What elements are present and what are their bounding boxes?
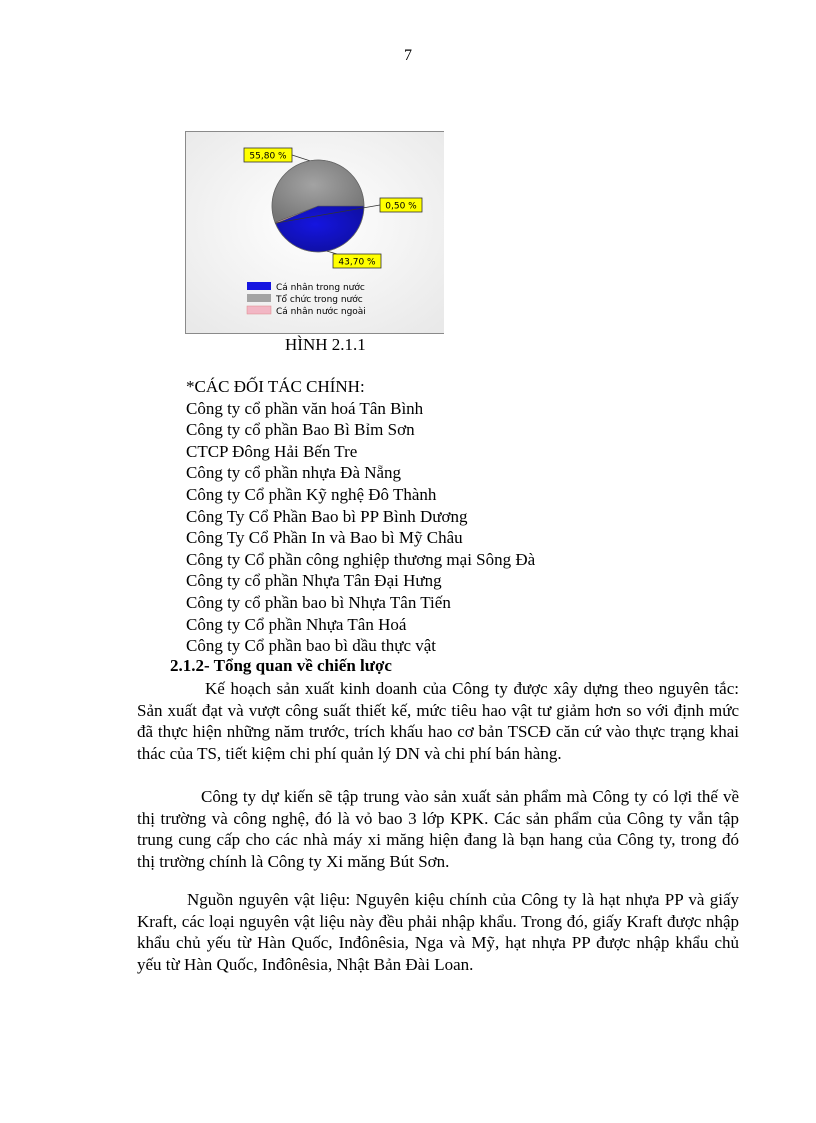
legend-swatch [247,294,271,302]
legend-swatch [247,282,271,290]
legend-label: Cá nhân nước ngoài [276,307,366,317]
partner-item: Công ty cổ phần bao bì Nhựa Tân Tiến [186,592,451,612]
data-label: 0,50 % [385,201,417,212]
pie-chart [185,131,444,334]
partner-item: Công ty Cổ phần Kỹ nghệ Đô Thành [186,484,437,504]
legend-label: Tổ chức trong nước [276,295,363,305]
partner-item: Công ty Cổ phần công nghiệp thương mại Sông Đà [186,549,536,569]
partner-item: Công ty cổ phần Nhựa Tân Đại Hưng [186,571,442,591]
data-label: 43,70 % [338,257,376,268]
legend-label: Cá nhân trong nước [276,283,365,293]
partner-item: Công ty cổ phần văn hoá Tân Bình [186,398,424,418]
paragraph-products: Công ty dự kiến sẽ tập trung vào sản xuất sản phẩm mà Công ty có lợi thế về thị trường và công nghệ, đó là vỏ bao 3 lớp KPK. Các sản phẩm của Công ty vẫn tập trung cung cấp cho các nhà máy xi măng hiện đang là bạn hang của Công ty, trong đó thị trường chính là Công ty Xi măng Bút Sơn. [137,787,739,871]
partner-item: Công Ty Cổ Phần In và Bao bì Mỹ Châu [186,528,463,548]
partner-item: CTCP Đông Hải Bến Tre [186,441,358,461]
partner-item: Công ty cổ phần nhựa Đà Nẵng [186,463,402,483]
paragraph-materials: Nguồn nguyên vật liệu: Nguyên kiệu chính của Công ty là hạt nhựa PP và giấy Kraft, các loại nguyên vật liệu này đều phải nhập khẩu. Trong đó, giấy Kraft được nhập khẩu chủ yếu từ Hàn Quốc, Inđônêsia, Nga và Mỹ, hạt nhựa PP được nhập khẩu chủ yếu từ Hàn Quốc, Inđônêsia, Nhật Bản Đài Loan. [137,890,739,974]
section-heading: 2.1.2- Tổng quan về chiến lược [170,656,392,675]
data-label: 55,80 % [249,151,287,162]
paragraph-strategy: Kế hoạch sản xuất kinh doanh của Công ty được xây dựng theo nguyên tắc: Sản xuất đạt và vượt công suất thiết kế, mức tiêu hao vật tư giảm hơn so với định mức đã thực hiện những năm trước, trích khấu hao cơ bản TSCĐ căn cứ vào thực trạng khai thác của TS, tiết kiệm chi phí quản lý DN và chi phí bán hàng. [137,679,739,763]
pie-chart-svg [186,132,444,333]
page-number: 7 [404,47,412,64]
partner-item: Công Ty Cổ Phần Bao bì PP Bình Dương [186,506,468,526]
partners-heading: *CÁC ĐỐI TÁC CHÍNH: [186,377,365,396]
figure-caption: HÌNH 2.1.1 [285,335,366,354]
partner-item: Công ty Cổ phần Nhựa Tân Hoá [186,614,407,634]
legend-swatch [247,306,271,314]
partner-item: Công ty cổ phần Bao Bì Bỉm Sơn [186,420,415,440]
partners-block [186,376,535,657]
partner-item: Công ty Cổ phần bao bì dầu thực vật [186,636,437,656]
